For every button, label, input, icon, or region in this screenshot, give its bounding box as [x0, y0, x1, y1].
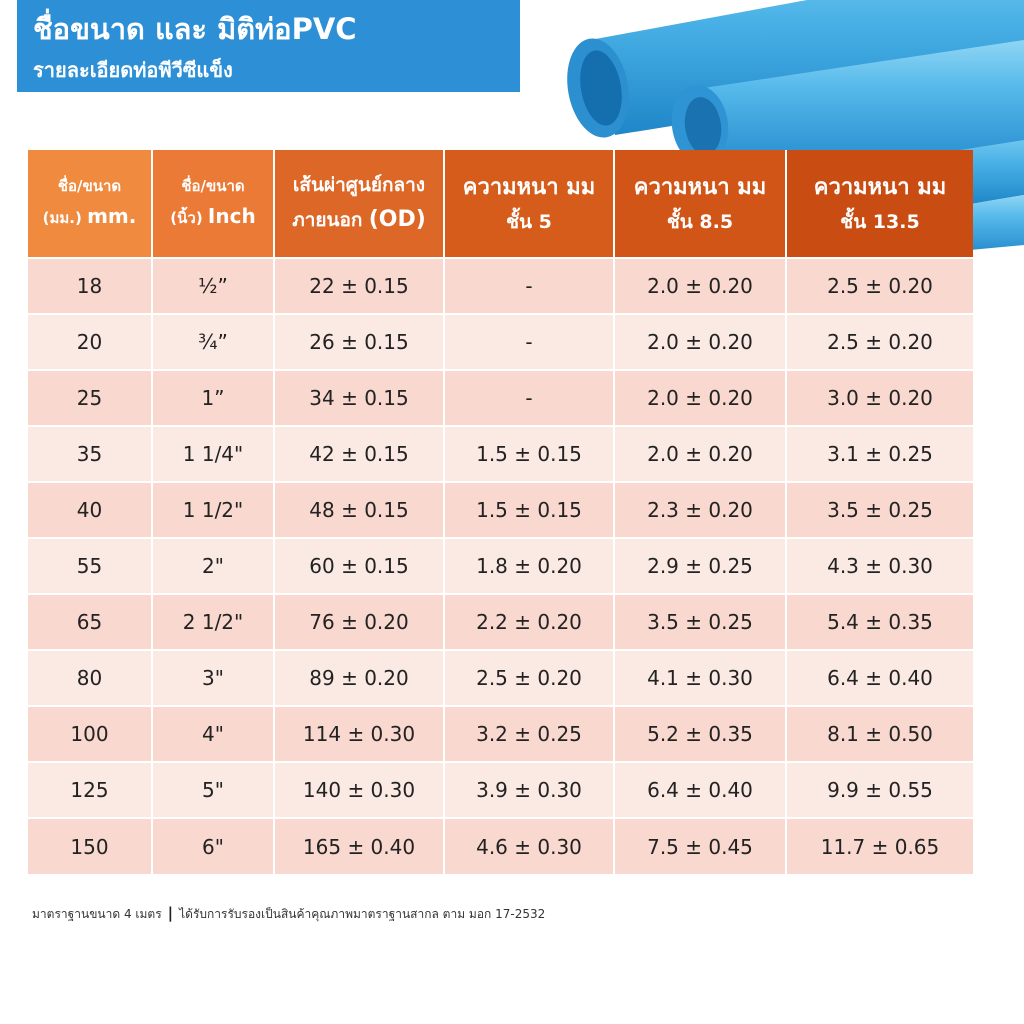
table-row — [28, 706, 973, 762]
cell-size-mm: 35 — [28, 426, 152, 482]
cell-thickness-8-5: 2.0 ± 0.20 — [614, 426, 786, 482]
table-row — [28, 762, 973, 818]
cell-outer-diameter: 22 ± 0.15 — [274, 258, 444, 314]
cell-size-mm: 100 — [28, 706, 152, 762]
cell-thickness-13-5: 8.1 ± 0.50 — [786, 706, 973, 762]
table-row — [28, 314, 973, 370]
cell-thickness-8-5: 3.5 ± 0.25 — [614, 594, 786, 650]
cell-size-mm: 80 — [28, 650, 152, 706]
cell-size-inch: 4" — [152, 706, 274, 762]
cell-thickness-8-5: 7.5 ± 0.45 — [614, 818, 786, 874]
cell-thickness-5: 3.2 ± 0.25 — [444, 706, 614, 762]
cell-thickness-8-5: 2.0 ± 0.20 — [614, 258, 786, 314]
cell-thickness-5: 1.5 ± 0.15 — [444, 426, 614, 482]
cell-size-mm: 65 — [28, 594, 152, 650]
cell-size-mm: 150 — [28, 818, 152, 874]
cell-size-inch: 1 1/4" — [152, 426, 274, 482]
header-size-mm-line1: ชื่อ/ขนาด — [57, 176, 122, 195]
header-thickness-class-13-5 — [786, 150, 973, 258]
header-od-line1: เส้นผ่าศูนย์กลาง — [292, 173, 426, 196]
cell-thickness-13-5: 9.9 ± 0.55 — [786, 762, 973, 818]
cell-thickness-5: - — [444, 258, 614, 314]
cell-thickness-8-5: 2.0 ± 0.20 — [614, 370, 786, 426]
cell-outer-diameter: 89 ± 0.20 — [274, 650, 444, 706]
cell-thickness-13-5: 4.3 ± 0.30 — [786, 538, 973, 594]
page-subtitle: รายละเอียดท่อพีวีซีแข็ง — [33, 58, 233, 82]
table-row — [28, 426, 973, 482]
header-thickness-class-5 — [444, 150, 614, 258]
header-od-line2: ภายนอก — [292, 208, 363, 231]
header-thickness-13-5-line2: ชั้น 13.5 — [840, 211, 920, 234]
header-size-inch — [152, 150, 274, 258]
cell-thickness-5: 2.2 ± 0.20 — [444, 594, 614, 650]
cell-thickness-13-5: 5.4 ± 0.35 — [786, 594, 973, 650]
cell-size-inch: 1 1/2" — [152, 482, 274, 538]
header-outer-diameter — [274, 150, 444, 258]
cell-size-inch: ½” — [152, 258, 274, 314]
footnote — [32, 904, 545, 924]
cell-thickness-13-5: 6.4 ± 0.40 — [786, 650, 973, 706]
cell-outer-diameter: 48 ± 0.15 — [274, 482, 444, 538]
table-row — [28, 650, 973, 706]
table-row — [28, 538, 973, 594]
cell-size-mm: 40 — [28, 482, 152, 538]
table-header-row — [28, 150, 973, 258]
cell-thickness-8-5: 5.2 ± 0.35 — [614, 706, 786, 762]
header-size-inch-paren: (นิ้ว) — [170, 209, 203, 228]
cell-size-mm: 18 — [28, 258, 152, 314]
header-size-mm-paren: (มม.) — [42, 209, 82, 228]
table-row — [28, 482, 973, 538]
cell-thickness-13-5: 3.1 ± 0.25 — [786, 426, 973, 482]
footnote-certification: ได้รับการรับรองเป็นสินค้าคุณภาพมาตราฐานสากล ตาม มอก 17-2532 — [179, 907, 546, 921]
footnote-length-standard: มาตราฐานขนาด 4 เมตร — [32, 907, 162, 921]
header-thickness-13-5-line1: ความหนา มม — [813, 174, 947, 200]
cell-size-inch: 1” — [152, 370, 274, 426]
cell-outer-diameter: 114 ± 0.30 — [274, 706, 444, 762]
header-size-mm — [28, 150, 152, 258]
header-banner — [17, 0, 520, 92]
footnote-separator: | — [167, 904, 174, 922]
cell-thickness-8-5: 2.3 ± 0.20 — [614, 482, 786, 538]
table-row — [28, 594, 973, 650]
cell-thickness-5: - — [444, 314, 614, 370]
cell-thickness-8-5: 6.4 ± 0.40 — [614, 762, 786, 818]
cell-size-mm: 20 — [28, 314, 152, 370]
header-od-unit: (OD) — [368, 206, 426, 232]
cell-thickness-13-5: 2.5 ± 0.20 — [786, 258, 973, 314]
cell-thickness-5: 1.5 ± 0.15 — [444, 482, 614, 538]
cell-size-inch: 3" — [152, 650, 274, 706]
cell-outer-diameter: 34 ± 0.15 — [274, 370, 444, 426]
header-thickness-8-5-line1: ความหนา มม — [633, 174, 767, 200]
cell-thickness-5: 3.9 ± 0.30 — [444, 762, 614, 818]
cell-thickness-8-5: 2.0 ± 0.20 — [614, 314, 786, 370]
header-thickness-8-5-line2: ชั้น 8.5 — [666, 211, 734, 234]
header-size-inch-unit: Inch — [207, 204, 256, 229]
header-size-inch-line1: ชื่อ/ขนาด — [181, 176, 245, 195]
cell-thickness-5: 1.8 ± 0.20 — [444, 538, 614, 594]
table-row — [28, 370, 973, 426]
cell-outer-diameter: 165 ± 0.40 — [274, 818, 444, 874]
cell-size-mm: 55 — [28, 538, 152, 594]
cell-size-inch: ¾” — [152, 314, 274, 370]
cell-size-inch: 2" — [152, 538, 274, 594]
page-title: ชื่อขนาด และ มิติท่อPVC — [33, 12, 357, 46]
cell-thickness-13-5: 2.5 ± 0.20 — [786, 314, 973, 370]
cell-size-inch: 6" — [152, 818, 274, 874]
header-thickness-5-line2: ชั้น 5 — [506, 211, 552, 234]
pipe-dimension-table — [28, 150, 973, 874]
cell-thickness-13-5: 3.5 ± 0.25 — [786, 482, 973, 538]
header-thickness-5-line1: ความหนา มม — [462, 174, 596, 200]
cell-size-inch: 2 1/2" — [152, 594, 274, 650]
cell-outer-diameter: 42 ± 0.15 — [274, 426, 444, 482]
table-row — [28, 258, 973, 314]
header-thickness-class-8-5 — [614, 150, 786, 258]
cell-size-mm: 125 — [28, 762, 152, 818]
header-size-mm-unit: mm. — [87, 204, 137, 229]
cell-thickness-5: 2.5 ± 0.20 — [444, 650, 614, 706]
cell-outer-diameter: 26 ± 0.15 — [274, 314, 444, 370]
cell-size-mm: 25 — [28, 370, 152, 426]
cell-thickness-8-5: 2.9 ± 0.25 — [614, 538, 786, 594]
cell-outer-diameter: 60 ± 0.15 — [274, 538, 444, 594]
cell-outer-diameter: 140 ± 0.30 — [274, 762, 444, 818]
cell-thickness-13-5: 11.7 ± 0.65 — [786, 818, 973, 874]
cell-thickness-5: 4.6 ± 0.30 — [444, 818, 614, 874]
cell-size-inch: 5" — [152, 762, 274, 818]
cell-thickness-8-5: 4.1 ± 0.30 — [614, 650, 786, 706]
cell-thickness-5: - — [444, 370, 614, 426]
cell-outer-diameter: 76 ± 0.20 — [274, 594, 444, 650]
table-row — [28, 818, 973, 874]
cell-thickness-13-5: 3.0 ± 0.20 — [786, 370, 973, 426]
